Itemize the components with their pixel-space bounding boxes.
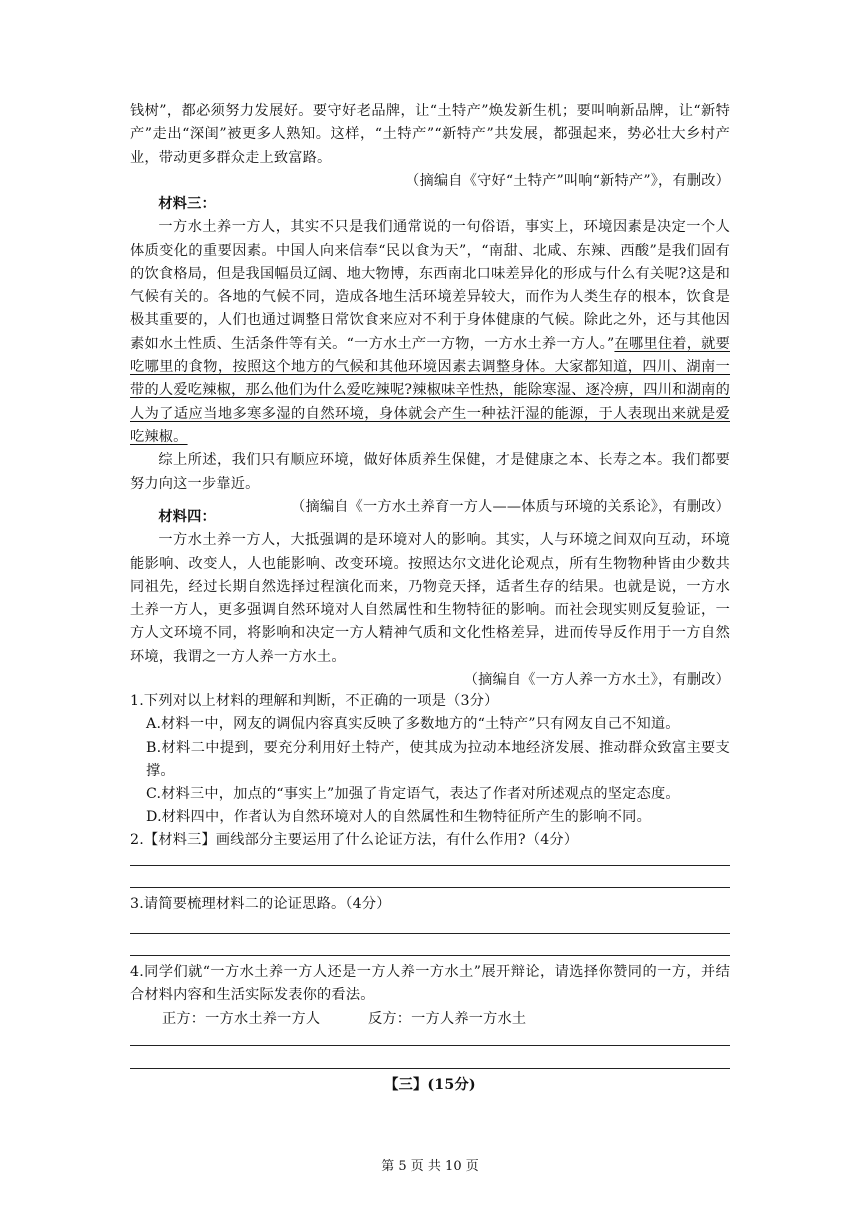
material-two-tail: [130, 100, 730, 193]
question-2-stem: 2.【材料三】画线部分主要运用了什么论证方法，有什么作用?（4分）: [130, 832, 579, 848]
answer-line[interactable]: [130, 887, 730, 888]
material-four-title: 材料四：: [158, 509, 216, 525]
section-three-heading: 【三】(15分): [384, 1077, 476, 1093]
question-4: [130, 961, 730, 1031]
answer-line[interactable]: [130, 1045, 730, 1046]
answer-line[interactable]: [130, 933, 730, 934]
answer-line[interactable]: [130, 1068, 730, 1069]
material-four-source: （摘编自《一方人养一方水土》，有删改）: [463, 672, 730, 689]
material-three-source: （摘编自《一方水土养育一方人——体质与环境的关系论》，有删改）: [291, 498, 730, 515]
question-1-option-a: A.材料一中，网友的调侃内容真实反映了多数地方的“土特产”只有网友自己不知道。: [146, 716, 680, 733]
question-4-stem: 4.同学们就“一方水土养一方人还是一方人养一方水土”展开辩论，请选择你赞同的一方，并结合材料内容和生活实际发表你的看法。: [130, 964, 730, 1004]
material-two-paragraph: 钱树”，都必须努力发展好。要守好老品牌，让“土特产”焕发新生机；要叫响新品牌，让“新特产”走出“深闺”被更多人熟知。这样，“土特产”“新特产”共发展，都强起来，势必壮大乡村产业，带动更多群众走上致富路。: [130, 103, 730, 166]
pro-side: 正方：一方水土养一方人: [162, 1010, 321, 1027]
con-side: 反方：一方人养一方水土: [368, 1010, 527, 1027]
question-1-stem: 1.下列对以上材料的理解和判断，不正确的一项是（3分）: [130, 693, 499, 709]
question-3-stem: 3.请简要梳理材料二的论证思路。（4分）: [130, 896, 391, 912]
material-three-paragraph-2: 综上所述，我们只有顺应环境，做好体质养生保健，才是健康之本、长寿之本。我们都要努力向这一步靠近。: [130, 452, 730, 492]
question-3: [130, 893, 730, 916]
answer-line[interactable]: [130, 865, 730, 866]
page-footer: 第 5 页 共 10 页: [381, 1159, 479, 1174]
material-two-source: （摘编自《守好“土特产”叫响“新特产”》，有删改）: [405, 172, 730, 189]
material-three-title: 材料三：: [158, 196, 216, 212]
question-1-option-d: D.材料四中，作者认为自然环境对人的自然属性和生物特征所产生的影响不同。: [146, 809, 651, 826]
question-1-option-c: C.材料三中，加点的“事实上”加强了肯定语气，表达了作者对所述观点的坚定态度。: [146, 786, 680, 803]
material-four: [130, 506, 730, 692]
question-1-option-b: B.材料二中提到，要充分利用好土特产，使其成为拉动本地经济发展、推动群众致富主要支撑。: [146, 739, 730, 779]
question-1: [130, 690, 730, 830]
material-three-underlined-text: 在哪里住着，就要吃哪里的食物，按照这个地方的气候和其他环境因素去调整身体。大家都知道，四川、湖南一带的人爱吃辣椒，那么他们为什么爱吃辣呢?辣椒味辛性热，能除寒湿、逐冷痹，四川和湖南的人为了适应当地多寒多湿的自然环境，身体就会产生一种祛汗湿的能源，于人表现出来就是爱吃辣椒。: [130, 335, 730, 445]
answer-line[interactable]: [130, 955, 730, 956]
material-three-text: 一方水土养一方人，其实不只是我们通常说的一句俗语，事实上，环境因素是决定一个人体质变化的重要因素。中国人向来信奉“民以食为天”，“南甜、北咸、东辣、西酸”是我们固有的饮食格局，但是我国幅员辽阔、地大物博，东西南北口味差异化的形成与什么有关呢?这是和气候有关的。各地的气候不同，造成各地生活环境差异较大，而作为人类生存的根本，饮食是极其重要的，人们也通过调整日常饮食来应对不利于身体健康的气候。除此之外，还与其他因素如水土性质、生活条件等有关。“一方水土产一方物，一方水土养一方人。”: [130, 219, 730, 352]
question-4-sides: [130, 1008, 730, 1031]
material-three: [130, 193, 730, 519]
material-four-paragraph: 一方水土养一方人，大抵强调的是环境对人的影响。其实，人与环境之间双向互动，环境能影响、改变人，人也能影响、改变环境。按照达尔文进化论观点，所有生物物种皆由少数共同祖先，经过长期自然选择过程演化而来，乃物竞天择，适者生存的结果。也就是说，一方水土养一方人，更多强调自然环境对人自然属性和生物特征的影响。而社会现实则反复验证，一方人文环境不同，将影响和决定一方人精神气质和文化性格差异，进而传导反作用于一方自然环境，我谓之一方人养一方水土。: [130, 532, 730, 665]
material-three-paragraph-1: [130, 216, 730, 449]
question-2: [130, 829, 730, 852]
